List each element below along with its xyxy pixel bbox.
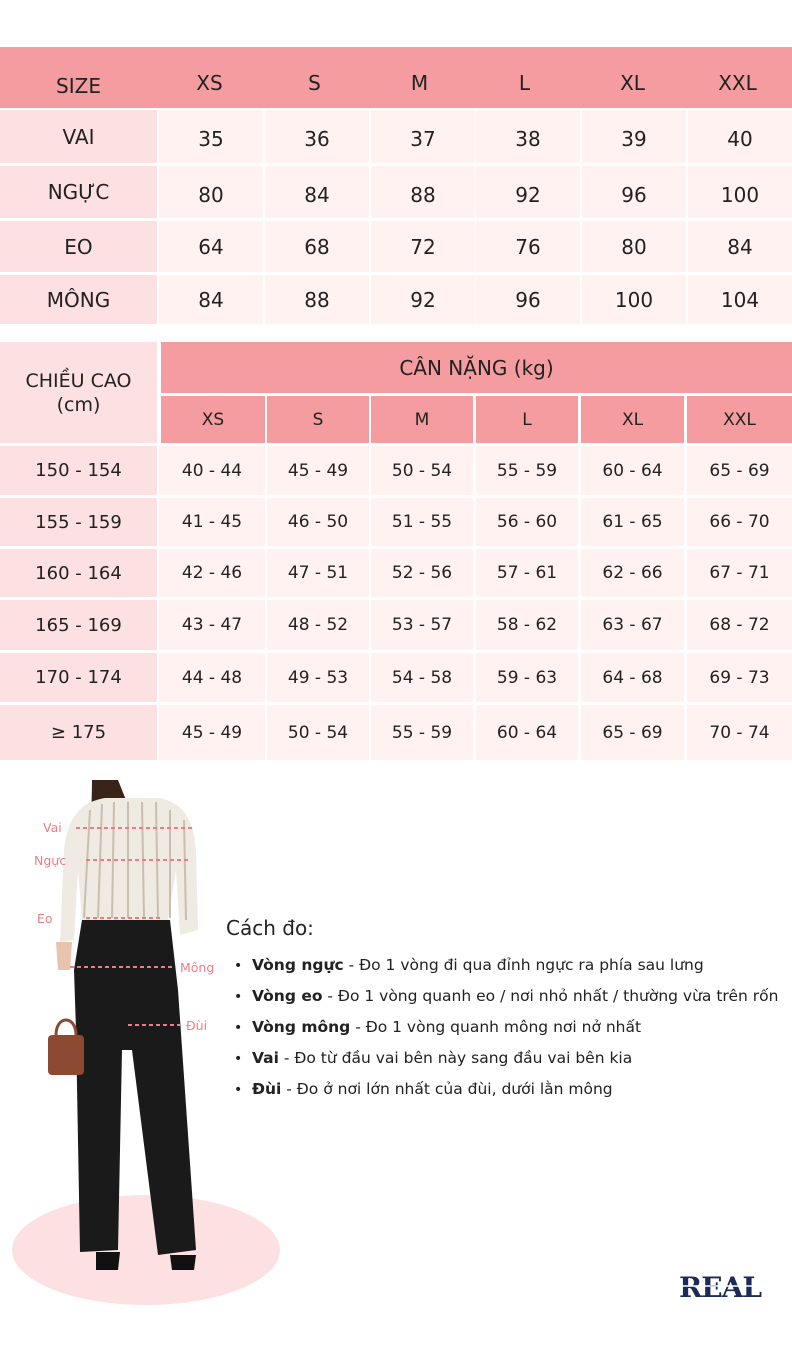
floor-ellipse — [12, 1195, 280, 1305]
howto-title: Cách đo: — [226, 916, 314, 940]
weight-cell: 57 - 61 — [476, 549, 578, 597]
weight-cell: 50 - 54 — [267, 705, 369, 760]
size-cell: 39 — [582, 110, 686, 163]
weight-cell: 52 - 56 — [371, 549, 473, 597]
weight-cell: 51 - 55 — [371, 498, 473, 546]
weight-cell: 50 - 54 — [371, 446, 473, 495]
weight-cell: 69 - 73 — [687, 653, 792, 702]
weight-header-xs: XS — [161, 396, 265, 443]
weight-header-xl: XL — [581, 396, 684, 443]
weight-cell: 42 - 46 — [159, 549, 265, 597]
howto-desc: - Đo 1 vòng quanh eo / nơi nhỏ nhất / thường vừa trên rốn — [322, 987, 779, 1005]
weight-cell: 43 - 47 — [159, 600, 265, 650]
height-row-label: 150 - 154 — [0, 446, 157, 495]
model-bag — [48, 1035, 84, 1075]
measure-label-mong: Mông — [180, 960, 215, 975]
howto-term: Vai — [252, 1049, 279, 1067]
weight-header-l: L — [476, 396, 578, 443]
weight-cell: 55 - 59 — [476, 446, 578, 495]
weight-cell: 46 - 50 — [267, 498, 369, 546]
weight-cell: 54 - 58 — [371, 653, 473, 702]
weight-cell: 62 - 66 — [581, 549, 684, 597]
weight-cell: 67 - 71 — [687, 549, 792, 597]
weight-cell: 53 - 57 — [371, 600, 473, 650]
size-cell: 84 — [265, 166, 369, 218]
list-item — [234, 1076, 778, 1107]
weight-cell: 60 - 64 — [476, 705, 578, 760]
weight-cell: 45 - 49 — [159, 705, 265, 760]
size-cell: 96 — [476, 275, 580, 324]
list-item — [234, 952, 778, 983]
size-cell: 80 — [582, 221, 686, 272]
list-item — [234, 1014, 778, 1045]
weight-header-xxl: XXL — [687, 396, 792, 443]
weight-cell: 61 - 65 — [581, 498, 684, 546]
size-cell: 68 — [265, 221, 369, 272]
weight-cell: 70 - 74 — [687, 705, 792, 760]
howto-term: Vòng eo — [252, 987, 323, 1005]
measure-label-nguc: Ngực — [34, 853, 67, 868]
weight-cell: 65 - 69 — [581, 705, 684, 760]
height-row-label: 165 - 169 — [0, 600, 157, 650]
weight-cell: 56 - 60 — [476, 498, 578, 546]
howto-term: Vòng ngực — [252, 956, 344, 974]
height-row-label: 155 - 159 — [0, 498, 157, 546]
weight-cell: 44 - 48 — [159, 653, 265, 702]
size-header-s: S — [308, 70, 321, 95]
size-header-m: M — [410, 70, 429, 95]
size-cell: 72 — [371, 221, 475, 272]
howto-term: Vòng mông — [252, 1018, 351, 1036]
size-row-label-nguc: NGỰC — [0, 166, 157, 218]
size-cell: 36 — [265, 110, 369, 163]
size-header-l: L — [518, 70, 531, 95]
measure-label-eo: Eo — [37, 911, 53, 926]
size-cell: 38 — [476, 110, 580, 163]
brand-logo — [676, 1266, 764, 1306]
size-cell: 64 — [159, 221, 263, 272]
weight-cell: 64 - 68 — [581, 653, 684, 702]
howto-desc: - Đo ở nơi lớn nhất của đùi, dưới lằn mông — [281, 1080, 613, 1098]
size-header-label: SIZE — [56, 73, 101, 98]
weight-cell: 45 - 49 — [267, 446, 369, 495]
weight-header-label: CÂN NẶNG (kg) — [161, 342, 792, 393]
weight-cell: 55 - 59 — [371, 705, 473, 760]
weight-cell: 40 - 44 — [159, 446, 265, 495]
brand-logo-text: REAL — [678, 1271, 762, 1304]
size-row-label-vai: VAI — [0, 110, 157, 163]
weight-cell: 68 - 72 — [687, 600, 792, 650]
size-cell: 92 — [476, 166, 580, 218]
weight-cell: 59 - 63 — [476, 653, 578, 702]
list-item — [234, 983, 778, 1014]
model-shoe — [170, 1255, 196, 1270]
size-header-xs: XS — [196, 70, 223, 95]
size-cell: 84 — [688, 221, 792, 272]
weight-cell: 66 - 70 — [687, 498, 792, 546]
size-cell: 100 — [582, 275, 686, 324]
size-cell: 80 — [159, 166, 263, 218]
size-cell: 84 — [159, 275, 263, 324]
size-cell: 96 — [582, 166, 686, 218]
list-item — [234, 1045, 778, 1076]
measure-label-dui: Đùi — [186, 1018, 208, 1033]
height-row-label: 160 - 164 — [0, 549, 157, 597]
size-cell: 76 — [476, 221, 580, 272]
weight-cell: 58 - 62 — [476, 600, 578, 650]
height-row-label: ≥ 175 — [0, 705, 157, 760]
weight-header-s: S — [267, 396, 369, 443]
howto-desc: - Đo 1 vòng quanh mông nơi nở nhất — [350, 1018, 642, 1036]
model-shoe — [96, 1252, 120, 1270]
weight-cell: 65 - 69 — [687, 446, 792, 495]
weight-cell: 49 - 53 — [267, 653, 369, 702]
size-cell: 92 — [371, 275, 475, 324]
measure-label-vai: Vai — [43, 820, 62, 835]
howto-desc: - Đo 1 vòng đi qua đỉnh ngực ra phía sau lưng — [343, 956, 704, 974]
height-header-label — [0, 342, 157, 443]
size-cell: 100 — [688, 166, 792, 218]
height-row-label: 170 - 174 — [0, 653, 157, 702]
weight-cell: 47 - 51 — [267, 549, 369, 597]
size-cell: 35 — [159, 110, 263, 163]
weight-cell: 48 - 52 — [267, 600, 369, 650]
size-cell: 88 — [265, 275, 369, 324]
size-cell: 104 — [688, 275, 792, 324]
size-row-label-eo: EO — [0, 221, 157, 272]
height-label-line1: CHIỀU CAO — [25, 369, 132, 392]
model-hand — [56, 942, 72, 970]
weight-cell: 41 - 45 — [159, 498, 265, 546]
size-cell: 88 — [371, 166, 475, 218]
height-label-line2: (cm) — [56, 393, 101, 416]
howto-term: Đùi — [252, 1080, 282, 1098]
size-cell: 37 — [371, 110, 475, 163]
howto-list — [234, 952, 778, 1107]
weight-header-m: M — [371, 396, 473, 443]
size-header-xxl: XXL — [718, 70, 757, 95]
size-cell: 40 — [688, 110, 792, 163]
size-row-label-mong: MÔNG — [0, 275, 157, 324]
size-header-xl: XL — [620, 70, 645, 95]
howto-desc: - Đo từ đầu vai bên này sang đầu vai bên kia — [278, 1049, 633, 1067]
weight-cell: 60 - 64 — [581, 446, 684, 495]
weight-cell: 63 - 67 — [581, 600, 684, 650]
